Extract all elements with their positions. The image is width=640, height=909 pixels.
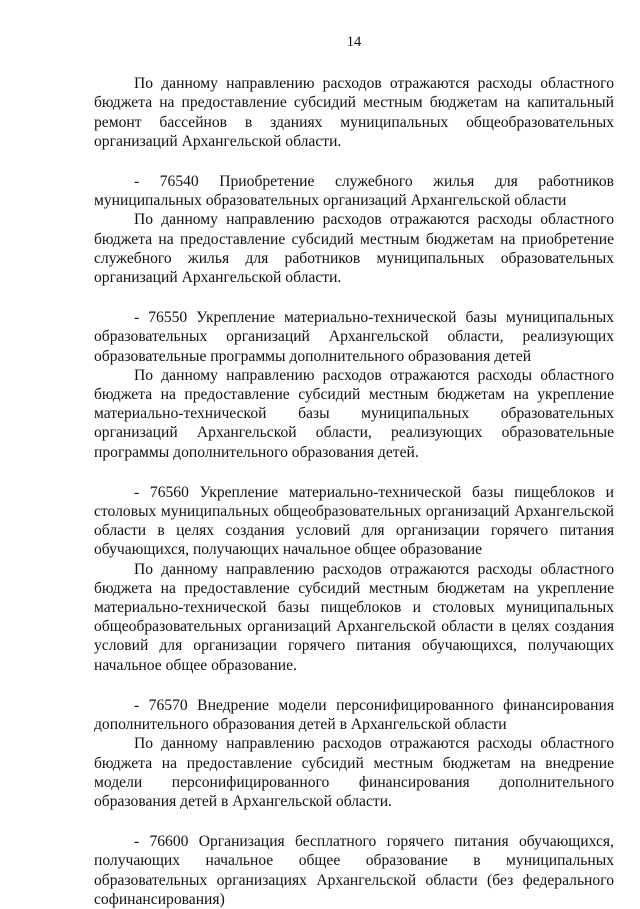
section-description: По данному направлению расходов отражаются расходы областного бюджета на предоставление субсидий местным бюджетам на укрепление материально-технической базы муниципальных образовательных организаций Архангельской области, реализующих образовательные программы дополнительного образования детей. — [94, 366, 614, 461]
section-heading: - 76550 Укрепление материально-технической базы муниципальных образовательных организаций Архангельской области, реализующих образовательные программы дополнительного образования детей — [94, 309, 614, 365]
section-heading: - 76560 Укрепление материально-технической базы пищеблоков и столовых муниципальных общеобразовательных организаций Архангельской области в целях создания условий для организации горячего питания обучающихся, получающих начальное общее образование — [94, 483, 614, 559]
section-heading: - 76570 Внедрение модели персонифицированного финансирования дополнительного образования детей в Архангельской области — [94, 696, 614, 734]
section-description: По данному направлению расходов отражаются расходы областного бюджета на предоставление субсидий местным бюджетам на приобретение служебного жилья для работников муниципальных образовательных организаций Архангельской области. — [94, 211, 614, 287]
section-76540 — [94, 172, 614, 287]
section-description: По данному направлению расходов отражаются расходы областного бюджета на предоставление субсидий местным бюджетам на внедрение модели персонифицированного финансирования дополнительного образования детей в Архангельской области. — [94, 735, 614, 810]
section-heading: - 76600 Организация бесплатного горячего питания обучающихся, получающих начальное общее образование в муниципальных образовательных организациях Архангельской области (без федерального софинансирования) — [94, 833, 614, 908]
section-heading: - 76540 Приобретение служебного жилья для работников муниципальных образовательных организаций Архангельской области — [94, 173, 614, 210]
section-description: По данному направлению расходов отражаются расходы областного бюджета на предоставление субсидий местным бюджетам на капитальный ремонт бассейнов в зданиях муниципальных общеобразовательных организаций Архангельской области. — [94, 75, 614, 150]
page-number: 14 — [346, 34, 362, 50]
section-76550 — [94, 308, 614, 462]
section-76600 — [94, 832, 614, 909]
section-description: По данному направлению расходов отражаются расходы областного бюджета на предоставление субсидий местным бюджетам на укрепление материально-технической базы пищеблоков и столовых муниципальных общеобразовательных организаций Архангельской области в целях создания условий для организации горячего питания обучающихся, получающих начальное общее образование. — [94, 560, 614, 674]
section-pool-repair — [94, 74, 614, 151]
section-76560 — [94, 483, 614, 675]
section-76570 — [94, 696, 614, 811]
